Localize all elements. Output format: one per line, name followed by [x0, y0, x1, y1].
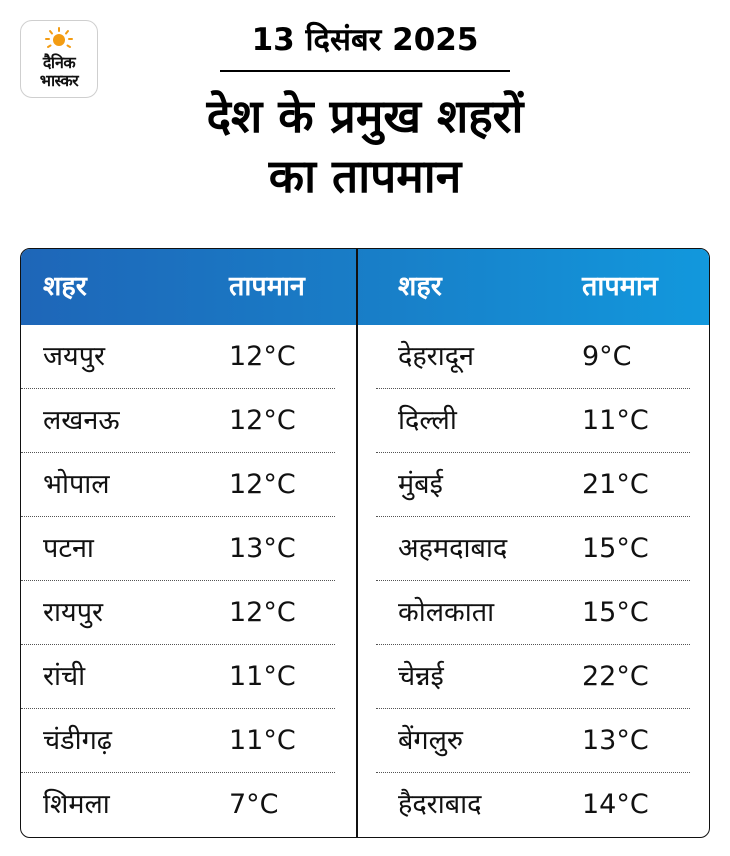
temperature-value: 9°C [582, 341, 632, 372]
table-row [21, 325, 335, 389]
temperature-value: 13°C [582, 725, 649, 756]
temperature-value: 7°C [229, 789, 279, 820]
city-name: दिल्ली [398, 405, 457, 436]
city-name: बेंगलुरु [398, 725, 464, 756]
temperature-value: 21°C [582, 469, 649, 500]
table-row [21, 389, 335, 453]
date-underline [220, 70, 510, 72]
city-name: मुंबई [398, 469, 443, 500]
date-label: 13 दिसंबर 2025 [251, 22, 479, 58]
city-name: चेन्नई [398, 661, 444, 692]
header-city-right: शहर [398, 271, 442, 302]
table-row [376, 773, 690, 837]
temperature-value: 14°C [582, 789, 649, 820]
city-name: भोपाल [43, 469, 110, 500]
temperature-value: 11°C [582, 405, 649, 436]
temperature-value: 12°C [229, 405, 296, 436]
table-row [21, 581, 335, 645]
table-row [376, 453, 690, 517]
temperature-value: 15°C [582, 533, 649, 564]
city-name: जयपुर [43, 341, 106, 372]
table-row [376, 645, 690, 709]
header-city-left: शहर [43, 271, 87, 302]
table-row [376, 389, 690, 453]
logo-text-line2: भास्कर [39, 71, 79, 90]
temperature-value: 12°C [229, 469, 296, 500]
headline [0, 86, 730, 206]
table-row [21, 709, 335, 773]
temperature-value: 12°C [229, 597, 296, 628]
temperature-table [20, 248, 710, 838]
temperature-value: 12°C [229, 341, 296, 372]
city-name: रांची [43, 661, 86, 692]
table-row [376, 517, 690, 581]
headline-line1: देश के प्रमुख शहरों [206, 89, 524, 143]
table-row [376, 709, 690, 773]
header-temp-right: तापमान [582, 271, 658, 302]
table-row [21, 645, 335, 709]
table-header [21, 249, 709, 325]
column-divider [356, 249, 358, 837]
temperature-value: 11°C [229, 725, 296, 756]
city-name: पटना [43, 533, 94, 564]
table-row [21, 453, 335, 517]
temperature-value: 22°C [582, 661, 649, 692]
city-name: हैदराबाद [398, 789, 482, 820]
table-row [21, 773, 335, 837]
table-row [21, 517, 335, 581]
header-temp-left: तापमान [229, 271, 305, 302]
city-name: लखनऊ [43, 405, 120, 436]
city-name: देहरादून [398, 341, 475, 372]
table-row [376, 581, 690, 645]
headline-line2: का तापमान [268, 149, 462, 203]
sun-icon [44, 26, 74, 52]
city-name: अहमदाबाद [398, 533, 508, 564]
temperature-value: 15°C [582, 597, 649, 628]
city-name: चंडीगढ़ [43, 725, 112, 756]
table-row [376, 325, 690, 389]
logo-text-line1: दैनिक [42, 53, 76, 72]
city-name: कोलकाता [398, 597, 495, 628]
temperature-value: 13°C [229, 533, 296, 564]
city-name: शिमला [43, 789, 110, 820]
city-name: रायपुर [43, 597, 104, 628]
temperature-value: 11°C [229, 661, 296, 692]
